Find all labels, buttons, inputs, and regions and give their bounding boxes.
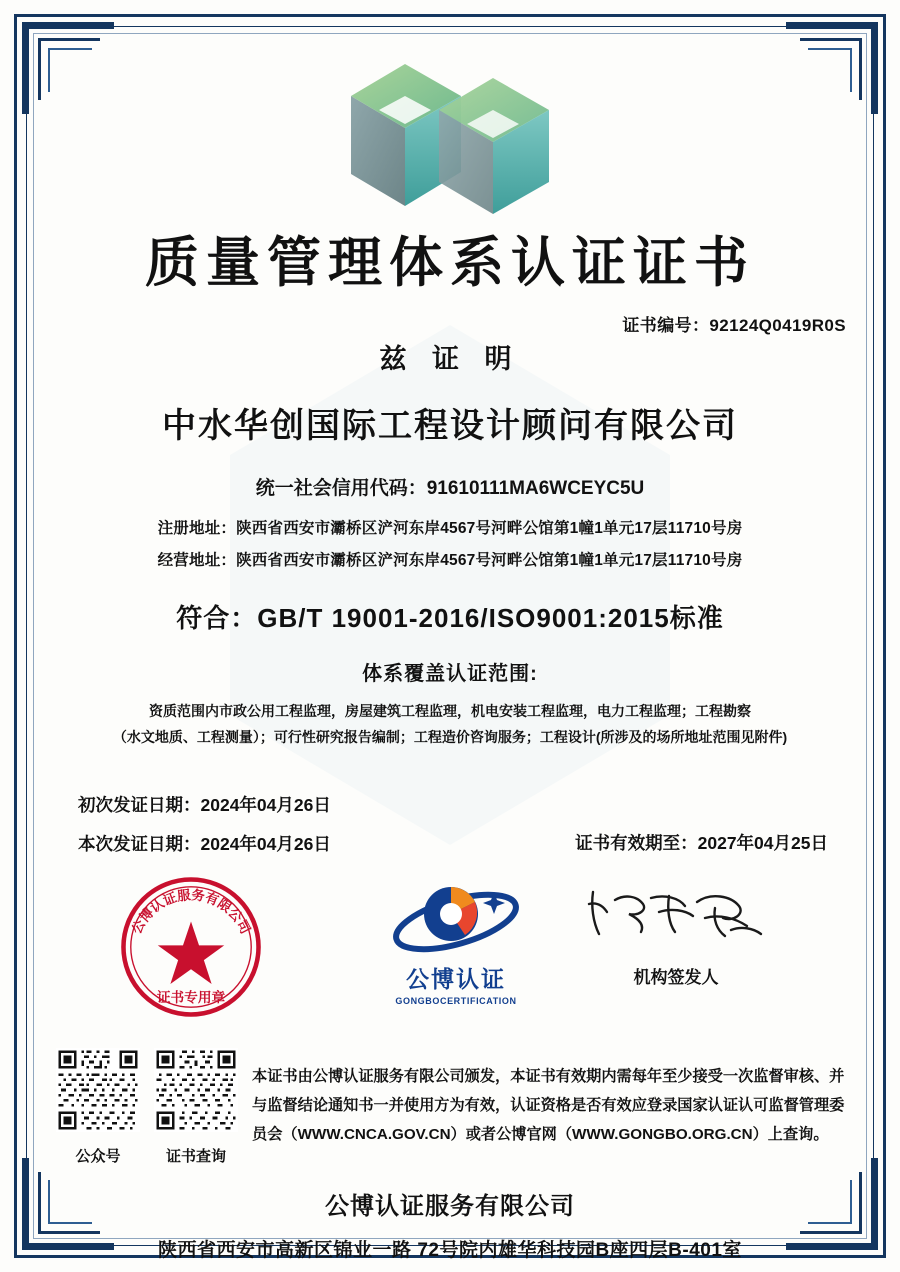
handwritten-signature-icon bbox=[581, 882, 771, 952]
business-address: 经营地址：陕西省西安市灞桥区浐河东岸4567号河畔公馆第1幢1单元17层11710号房 bbox=[157, 552, 743, 569]
certificate-number bbox=[622, 311, 846, 336]
scope-line-1: 资质范围内市政公用工程监理，房屋建筑工程监理，机电安装工程监理，电力工程监理；工程勘察 bbox=[149, 703, 751, 719]
company-name: 中水华创国际工程设计顾问有限公司 bbox=[162, 407, 738, 445]
certificate-number-row bbox=[46, 311, 854, 341]
qr-certificate-lookup-label: 证书查询 bbox=[165, 1148, 226, 1165]
qr-public-account[interactable] bbox=[56, 1048, 140, 1166]
qr-public-account-label: 公众号 bbox=[75, 1148, 121, 1165]
seal-top-text: 公博认证服务有限公司 bbox=[129, 888, 253, 937]
cube-logo-icon bbox=[343, 54, 558, 214]
first-issue-date-row bbox=[78, 792, 331, 817]
brand-name-cn: 公博认证 bbox=[406, 966, 506, 992]
validity-note: 本证书由公博认证服务有限公司颁发，本证书有效期内需每年至少接受一次监督审核、并与监督结论通知书一并使用方为有效，认证资格是否有效应登录国家认证认可监督管理委员会（WWW.CNCA.GOV.CN）或者公博官网（WWW.GONGBO.ORG.CN）上查询。 bbox=[252, 1068, 845, 1143]
valid-until-value: 2027年04月25日 bbox=[697, 833, 828, 853]
official-red-seal-icon bbox=[118, 874, 264, 1020]
certificate-number-label: 证书编号： bbox=[622, 316, 710, 335]
registered-address: 注册地址：陕西省西安市灞桥区浐河东岸4567号河畔公馆第1幢1单元17层11710号房 bbox=[157, 520, 743, 537]
scope-line-2: （水文地质、工程测量）；可行性研究报告编制；工程造价咨询服务；工程设计(所涉及的场所地址范围见附件) bbox=[112, 729, 788, 745]
brand-name-en: GONGBOCERTIFICATION bbox=[395, 996, 517, 1006]
qr-certificate-lookup[interactable] bbox=[154, 1048, 238, 1166]
valid-until-row bbox=[575, 830, 828, 855]
valid-until-label: 证书有效期至： bbox=[575, 833, 698, 853]
standard-line: 符合：GB/T 19001-2016/ISO9001:2015标准 bbox=[176, 603, 724, 633]
certificate-number-value: 92124Q0419R0S bbox=[709, 316, 846, 335]
first-issue-date-value: 2024年04月26日 bbox=[200, 795, 331, 815]
hereby-certify-text: 兹 证 明 bbox=[379, 344, 521, 374]
qr-code-icon[interactable] bbox=[56, 1048, 140, 1132]
credit-code: 统一社会信用代码：91610111MA6WCEYC5U bbox=[255, 478, 645, 499]
this-issue-date-row bbox=[78, 831, 331, 856]
gongbo-orbit-icon bbox=[381, 880, 531, 958]
issuer-address: 陕西省西安市高新区锦业一路 72号院内雄华科技园B座四层B-401室 bbox=[158, 1240, 742, 1261]
scope-body bbox=[46, 698, 854, 750]
qr-code-icon[interactable] bbox=[154, 1048, 238, 1132]
certificate-content bbox=[46, 40, 854, 1261]
scope-title: 体系覆盖认证范围: bbox=[362, 663, 538, 685]
first-issue-date-label: 初次发证日期： bbox=[78, 795, 201, 815]
seal-bottom-text: 证书专用章 bbox=[156, 989, 226, 1006]
seals-row bbox=[46, 874, 854, 1024]
page-title: 质量管理体系认证证书 bbox=[145, 230, 755, 294]
issue-dates bbox=[78, 792, 331, 856]
issuer-name: 公博认证服务有限公司 bbox=[325, 1193, 575, 1220]
this-issue-date-value: 2024年04月26日 bbox=[200, 834, 331, 854]
qr-and-note-block bbox=[46, 1048, 854, 1176]
signature-block bbox=[576, 882, 776, 988]
signer-label: 机构签发人 bbox=[633, 968, 719, 987]
this-issue-date-label: 本次发证日期： bbox=[78, 834, 201, 854]
gongbo-brand-mark bbox=[376, 880, 536, 1006]
dates-block bbox=[46, 792, 854, 868]
gongbo-logo bbox=[46, 54, 854, 214]
